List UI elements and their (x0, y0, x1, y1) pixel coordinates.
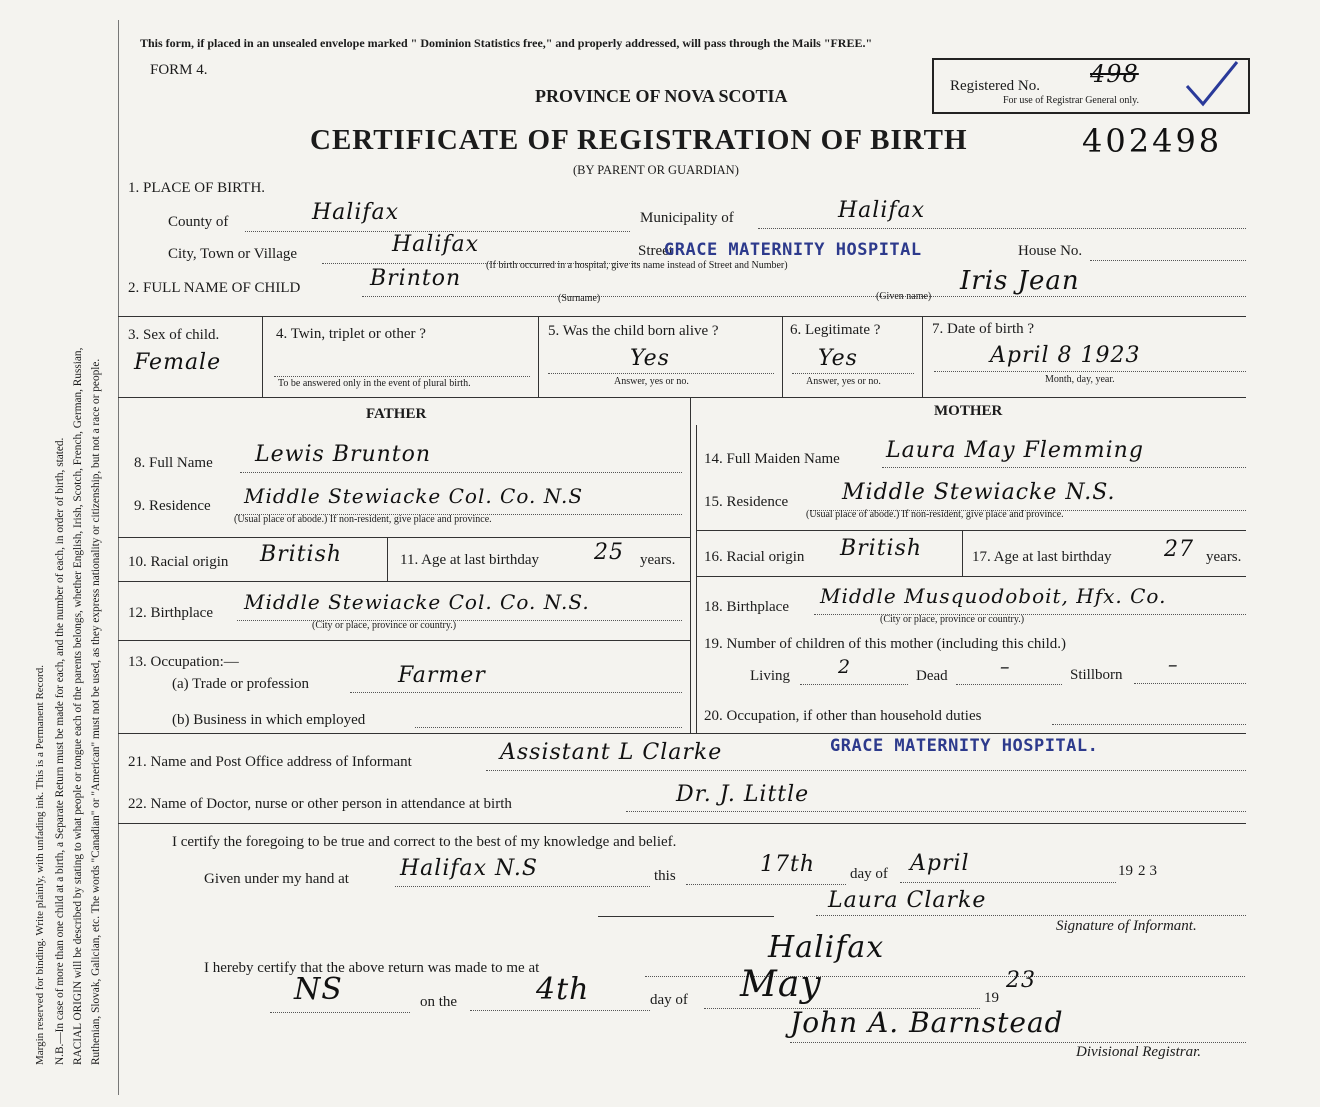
county-value: Halifax (312, 200, 400, 225)
margin-note-1: Margin reserved for binding. Write plainly, with unfading ink. This is a Permanent Record. (34, 665, 46, 1065)
margin-note-3: RACIAL ORIGIN will be described by stating to what people or tongue each of the parents belongs, whether English, Irish, Scotch, French, German, Russian, (72, 347, 84, 1065)
father-name-value: Lewis Brunton (255, 442, 432, 467)
house-no-label: House No. (1018, 243, 1083, 259)
father-heading: FATHER (366, 406, 427, 422)
father-occupation-label: 13. Occupation:— (128, 654, 239, 670)
father-business-label: (b) Business in which employed (172, 712, 366, 728)
county-label: County of (168, 214, 229, 230)
margin-note-4: Ruthenian, Slovak, Galician, etc. The words "Canadian" or "American" must not be used, as they express nationality or citizenship, but not a race or people. (90, 358, 102, 1065)
legitimate-label: 6. Legitimate ? (790, 322, 881, 338)
mother-heading: MOTHER (934, 403, 1003, 419)
alive-value: Yes (630, 346, 670, 371)
hospital-note: (If birth occurred in a hospital, give its name instead of Street and Number) (486, 260, 788, 271)
municipality-value: Halifax (838, 198, 926, 223)
father-residence-note: (Usual place of abode.) If non-resident, give place and province. (234, 514, 492, 525)
given-place-value: Halifax N.S (400, 856, 538, 881)
day-of-label: day of (850, 866, 888, 882)
certification-statement: I certify the foregoing to be true and correct to the best of my knowledge and belief. (172, 834, 677, 850)
municipality-label: Municipality of (640, 210, 734, 226)
father-residence-value: Middle Stewiacke Col. Co. N.S (244, 484, 584, 508)
mother-years-label: years. (1206, 549, 1242, 565)
informant-value: Assistant L Clarke (500, 740, 723, 765)
twin-note: To be answered only in the event of plural birth. (278, 378, 471, 389)
signature-of-informant-caption: Signature of Informant. (1056, 918, 1197, 934)
father-residence-label: 9. Residence (134, 498, 211, 514)
father-race-label: 10. Racial origin (128, 554, 229, 570)
given-caption: (Given name) (876, 291, 932, 302)
mother-residence-value: Middle Stewiacke N.S. (842, 480, 1116, 505)
mother-age-value: 27 (1164, 537, 1194, 562)
registrar-year-prefix: 19 (984, 990, 999, 1006)
father-birthplace-value: Middle Stewiacke Col. Co. N.S. (244, 590, 590, 614)
registrar-on-the: on the (420, 994, 458, 1010)
registrar-place-value: Halifax (768, 930, 885, 965)
legitimate-value: Yes (818, 346, 858, 371)
father-birthplace-label: 12. Birthplace (128, 605, 213, 621)
living-label: Living (750, 668, 790, 684)
divisional-registrar-caption: Divisional Registrar. (1076, 1044, 1202, 1060)
mother-name-value: Laura May Flemming (886, 438, 1144, 463)
registration-number: 402498 (1082, 122, 1223, 160)
doctor-label: 22. Name of Doctor, nurse or other person in attendance at birth (128, 796, 512, 812)
year-prefix: 19 (1118, 863, 1133, 879)
sex-value: Female (134, 350, 222, 375)
registrar-use-note: For use of Registrar General only. (1003, 95, 1139, 106)
registrar-year-value: 23 (1006, 968, 1036, 993)
father-race-value: British (260, 542, 343, 567)
registered-struck-number: 498 (1090, 60, 1139, 88)
father-age-value: 25 (594, 540, 624, 565)
mother-birthplace-value: Middle Musquodoboit, Hfx. Co. (820, 584, 1167, 608)
street-stamp: GRACE MATERNITY HOSPITAL (664, 240, 922, 260)
checkmark-icon (1185, 58, 1241, 108)
mother-birthplace-label: 18. Birthplace (704, 599, 789, 615)
dead-label: Dead (916, 668, 948, 684)
mother-race-label: 16. Racial origin (704, 549, 805, 565)
father-name-label: 8. Full Name (134, 455, 213, 471)
dead-value: – (1000, 656, 1011, 678)
child-surname-value: Brinton (370, 266, 462, 291)
father-birthplace-note: (City or place, province or country.) (312, 620, 457, 631)
father-years-label: years. (640, 552, 676, 568)
living-value: 2 (838, 656, 852, 678)
certificate-subtitle: (BY PARENT OR GUARDIAN) (573, 163, 739, 177)
mother-race-value: British (840, 536, 923, 561)
father-trade-value: Farmer (398, 663, 486, 688)
registrar-signature: John A. Barnstead (790, 1006, 1064, 1039)
given-under-hand-label: Given under my hand at (204, 871, 349, 887)
mother-residence-note: (Usual place of abode.) If non-resident, give place and province. (806, 509, 1064, 520)
mother-children-label: 19. Number of children of this mother (including this child.) (704, 636, 1067, 652)
alive-label: 5. Was the child born alive ? (548, 323, 719, 339)
city-value: Halifax (392, 232, 480, 257)
registrar-ns-value: NS (294, 972, 343, 1007)
mother-residence-label: 15. Residence (704, 494, 789, 510)
father-age-label: 11. Age at last birthday (400, 552, 539, 568)
alive-note: Answer, yes or no. (614, 376, 689, 387)
informant-label: 21. Name and Post Office address of Informant (128, 754, 412, 770)
informant-signature: Laura Clarke (828, 888, 987, 913)
city-label: City, Town or Village (168, 246, 298, 262)
mother-birthplace-note: (City or place, province or country.) (880, 614, 1025, 625)
mother-name-label: 14. Full Maiden Name (704, 451, 840, 467)
place-of-birth-label: 1. PLACE OF BIRTH. (128, 180, 266, 196)
stillborn-label: Stillborn (1070, 667, 1123, 683)
margin-note-2: N.B.—In case of more than one child at a birth, a Separate Return must be made for each, and the number of each, in order of birth, stated. (54, 437, 66, 1065)
this-label: this (654, 868, 676, 884)
registrar-month-value: May (740, 964, 822, 1005)
doctor-value: Dr. J. Little (676, 782, 810, 807)
stillborn-value: – (1168, 654, 1179, 676)
street-label: Street (638, 243, 673, 259)
certification-day-value: 17th (760, 852, 816, 877)
year-value: 23 (1138, 863, 1161, 879)
dob-value: April 8 1923 (990, 343, 1141, 368)
surname-caption: (Surname) (558, 293, 601, 304)
postal-note: This form, if placed in an unsealed envelope marked " Dominion Statistics free," and properly addressed, will pass through the Mails "FREE." (140, 36, 873, 50)
mother-age-label: 17. Age at last birthday (972, 549, 1112, 565)
child-name-label: 2. FULL NAME OF CHILD (128, 280, 301, 296)
child-given-value: Iris Jean (960, 266, 1080, 296)
informant-stamp: GRACE MATERNITY HOSPITAL. (830, 736, 1099, 756)
registrar-day-of: day of (650, 992, 688, 1008)
legitimate-note: Answer, yes or no. (806, 376, 881, 387)
dob-label: 7. Date of birth ? (932, 321, 1035, 337)
registrar-day-value: 4th (536, 972, 590, 1007)
twin-label: 4. Twin, triplet or other ? (276, 326, 426, 342)
mother-occupation-label: 20. Occupation, if other than household duties (704, 708, 982, 724)
form-number: FORM 4. (150, 62, 208, 78)
province-title: PROVINCE OF NOVA SCOTIA (535, 86, 788, 106)
certificate-title: CERTIFICATE OF REGISTRATION OF BIRTH (310, 124, 968, 156)
sex-label: 3. Sex of child. (128, 327, 220, 343)
certification-month-value: April (910, 851, 970, 876)
dob-note: Month, day, year. (1045, 374, 1115, 385)
registrar-statement: I hereby certify that the above return was made to me at (204, 960, 540, 976)
registered-label: Registered No. (950, 78, 1040, 94)
father-trade-label: (a) Trade or profession (172, 676, 310, 692)
